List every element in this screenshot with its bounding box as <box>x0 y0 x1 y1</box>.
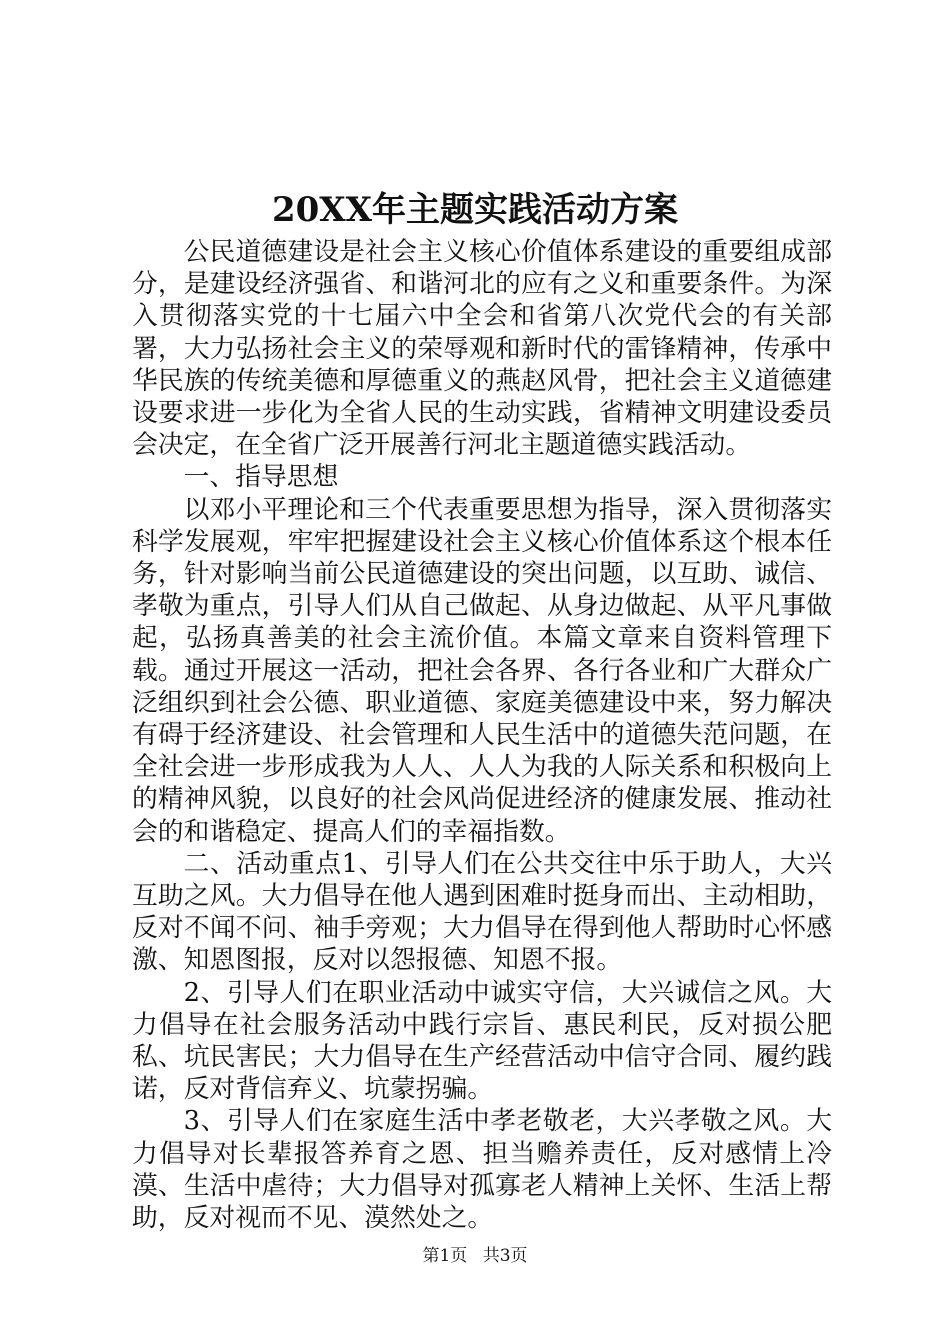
document-body <box>132 236 832 1234</box>
section-heading-guiding-ideology: 一、指导思想 <box>183 462 339 493</box>
page-number: 第1页 <box>422 1246 468 1266</box>
activity-focus-paragraph-3: 3、引导人们在家庭生活中孝老敬老，大兴孝敬之风。大力倡导对长辈报答养育之恩、担当赡养责任，反对感情上冷漠、生活中虐待；大力倡导对孤寡老人精神上关怀、生活上帮助，反对视而不见、漠然处之。 <box>132 1106 832 1234</box>
activity-focus-paragraph-1: 二、活动重点1、引导人们在公共交往中乐于助人，大兴互助之风。大力倡导在他人遇到困难时挺身而出、主动相助，反对不闻不问、袖手旁观；大力倡导在得到他人帮助时心怀感激、知恩图报，反对以怨报德、知恩不报。 <box>132 848 832 976</box>
guiding-ideology-paragraph: 以邓小平理论和三个代表重要思想为指导，深入贯彻落实科学发展观，牢牢把握建设社会主义核心价值体系这个根本任务，针对影响当前公民道德建设的突出问题，以互助、诚信、孝敬为重点，引导人们从自己做起、从身边做起、从平凡事做起，弘扬真善美的社会主流价值。本篇文章来自资料管理下载。通过开展这一活动，把社会各界、各行各业和广大群众广泛组织到社会公德、职业道德、家庭美德建设中来，努力解决有碍于经济建设、社会管理和人民生活中的道德失范问题，在全社会进一步形成我为人人、人人为我的人际关系和积极向上的精神风貌，以良好的社会风尚促进经济的健康发展、推动社会的和谐稳定、提高人们的幸福指数。 <box>132 494 832 847</box>
page-footer <box>0 1244 950 1268</box>
page-total: 共3页 <box>482 1246 528 1266</box>
document-title: 20XX年主题实践活动方案 <box>271 190 679 230</box>
activity-focus-paragraph-2: 2、引导人们在职业活动中诚实守信，大兴诚信之风。大力倡导在社会服务活动中践行宗旨、惠民利民，反对损公肥私、坑民害民；大力倡导在生产经营活动中信守合同、履约践诺，反对背信弃义、坑蒙拐骗。 <box>132 977 832 1105</box>
intro-paragraph: 公民道德建设是社会主义核心价值体系建设的重要组成部分，是建设经济强省、和谐河北的应有之义和重要条件。为深入贯彻落实党的十七届六中全会和省第八次党代会的有关部署，大力弘扬社会主义的荣辱观和新时代的雷锋精神，传承中华民族的传统美德和厚德重义的燕赵风骨，把社会主义道德建设要求进一步化为全省人民的生动实践，省精神文明建设委员会决定，在全省广泛开展善行河北主题道德实践活动。 <box>132 237 832 461</box>
